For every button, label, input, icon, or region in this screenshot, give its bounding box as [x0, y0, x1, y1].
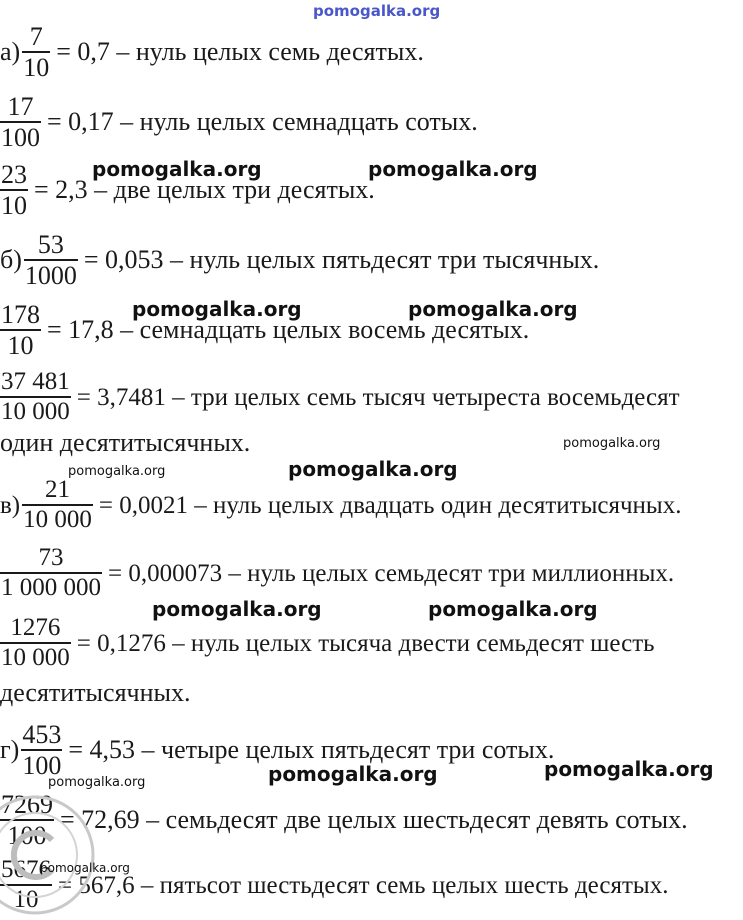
watermark: pomogalka.org [368, 157, 538, 181]
fraction-numerator: 5676 [1, 856, 51, 883]
watermark: pomogalka.org [40, 861, 130, 875]
fraction-denominator: 10 000 [23, 506, 92, 533]
equation-text: = 17,8 – семнадцать целых восемь десятых. [47, 315, 530, 345]
item-label-b: б) [0, 245, 22, 275]
fraction-numerator: 53 [37, 230, 64, 259]
fraction [0, 856, 52, 914]
equation-line-4 [0, 230, 599, 290]
equation-line-12 [0, 856, 668, 914]
equation-text: = 0,1276 – нуль целых тысяча двести семьдесят шесть [76, 629, 655, 657]
fraction-denominator: 10 [13, 886, 39, 913]
equation-line-7 [0, 476, 681, 534]
continuation-line-1: один десятитысячных. [0, 428, 251, 457]
watermark: pomogalka.org [48, 775, 146, 790]
equation-line-3 [0, 160, 375, 220]
fraction-numerator: 178 [1, 300, 40, 329]
equation-line-9 [0, 614, 655, 672]
fraction [24, 230, 78, 290]
equation-text: = 4,53 – четыре целых пятьдесят три сотых. [68, 735, 555, 765]
fraction-denominator: 1 000 000 [1, 574, 101, 601]
fraction-numerator: 23 [1, 160, 27, 189]
fraction-numerator: 73 [38, 544, 64, 571]
fraction [0, 368, 71, 426]
equation-line-10 [0, 720, 554, 780]
equation-text: = 0,0021 – нуль целых двадцать один десятитысячных. [98, 491, 682, 519]
fraction-denominator: 10 [1, 191, 27, 221]
watermark: pomogalka.org [68, 464, 166, 479]
equation-text: = 0,053 – нуль целых пятьдесят три тысячных. [83, 245, 600, 275]
watermark: pomogalka.org [544, 757, 714, 781]
watermark: pomogalka.org [268, 762, 438, 786]
watermark: pomogalka.org [288, 457, 458, 481]
fraction-denominator: 100 [22, 751, 62, 781]
fraction [0, 300, 41, 360]
fraction [21, 720, 62, 780]
fraction-numerator: 453 [22, 720, 62, 749]
fraction [0, 92, 41, 152]
item-label-a: а) [0, 37, 21, 67]
equation-text: = 567,6 – пятьсот шестьдесят семь целых шесть десятых. [58, 871, 669, 899]
fraction-numerator: 21 [45, 476, 71, 503]
watermark: pomogalka.org [408, 297, 578, 321]
item-label-v: в) [0, 491, 21, 519]
equation-line-1 [0, 22, 424, 82]
fraction-numerator: 37 481 [1, 368, 70, 395]
watermark: pomogalka.org [563, 436, 661, 451]
watermark: pomogalka.org [428, 597, 598, 621]
fraction-numerator: 7 [29, 22, 43, 51]
watermark-top: pomogalka.org [313, 2, 441, 20]
fraction [22, 22, 50, 82]
fraction [22, 476, 93, 534]
fraction-denominator: 10 000 [1, 398, 70, 425]
fraction [0, 614, 71, 672]
equation-line-8 [0, 544, 674, 602]
fraction-denominator: 10 [23, 53, 50, 83]
equation-text: = 0,000073 – нуль целых семьдесят три миллионных. [108, 559, 675, 587]
watermark: pomogalka.org [92, 157, 262, 181]
equation-line-6 [0, 368, 680, 426]
fraction-numerator: 17 [7, 92, 34, 121]
fraction-denominator: 10 [7, 331, 34, 361]
fraction-denominator: 10 000 [1, 644, 70, 671]
fraction [0, 544, 102, 602]
equation-line-11 [0, 790, 688, 850]
fraction-denominator: 100 [7, 821, 47, 851]
fraction-denominator: 1000 [24, 261, 77, 291]
item-label-g: г) [0, 735, 20, 765]
fraction [0, 790, 54, 850]
equation-text: = 3,7481 – три целых семь тысяч четыреста восемьдесят [76, 383, 680, 411]
equation-text: = 0,7 – нуль целых семь десятых. [56, 37, 424, 67]
equation-text: = 2,3 – две целых три десятых. [34, 175, 375, 205]
equation-text: = 72,69 – семьдесят две целых шестьдесят девять сотых. [60, 805, 688, 835]
fraction-numerator: 7269 [1, 790, 53, 819]
watermark: pomogalka.org [152, 597, 322, 621]
equation-line-5 [0, 300, 529, 360]
watermark: pomogalka.org [132, 297, 302, 321]
fraction-numerator: 1276 [10, 614, 61, 641]
fraction [0, 160, 28, 220]
equation-line-2 [0, 92, 478, 152]
fraction-denominator: 100 [1, 123, 40, 153]
equation-text: = 0,17 – нуль целых семнадцать сотых. [47, 107, 478, 137]
continuation-line-2: десятитысячных. [0, 678, 191, 707]
